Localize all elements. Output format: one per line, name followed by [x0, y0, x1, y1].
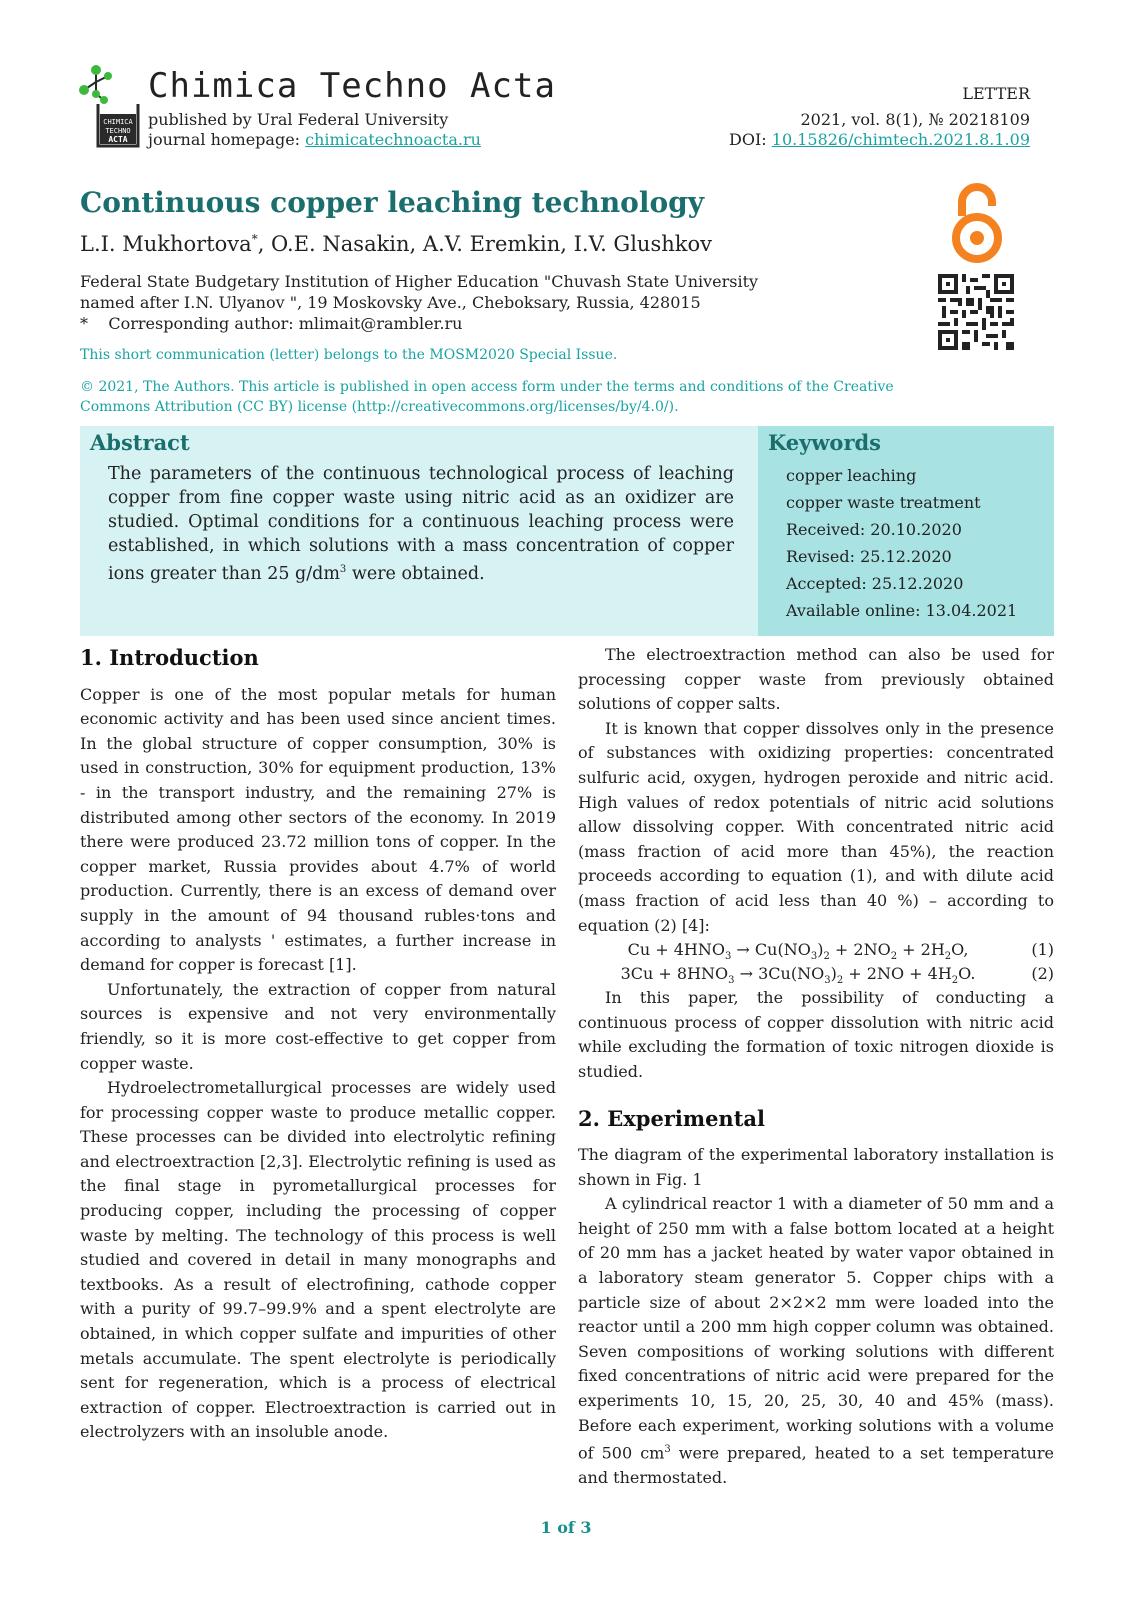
doi-link[interactable]: 10.15826/chimtech.2021.8.1.09 — [771, 130, 1030, 149]
journal-logo — [78, 64, 144, 152]
abstract-box — [80, 426, 758, 636]
keywords-heading: Keywords — [768, 430, 882, 455]
logo-text-2: TECHNO — [105, 127, 131, 135]
volume-info: 2021, vol. 8(1), № 20218109 — [800, 110, 1030, 129]
equation-1-formula: $Cu + 4HNO_3 \to Cu(NO_3)_2 + 2NO_2 + 2H_2O$, — [627, 940, 969, 963]
other-authors: , O.E. Nasakin, A.V. Eremkin, I.V. Glushkov — [257, 232, 712, 256]
abstract-text: The parameters of the continuous technological process of leaching copper from fine copper waste using nitric acid as an oxidizer are studied. Optimal conditions for a continuous leaching process were established, in which solutions with a mass concentration of copper ions greater than 25 $g/dm^3$ were obtained. — [108, 464, 734, 584]
revised-date: Revised: 25.12.2020 — [786, 547, 952, 566]
journal-homepage — [148, 130, 481, 149]
right-paragraph-3: In this paper, the possibility of conducting a continuous process of copper dissolution with nitric acid while excluding the formation of toxic nitrogen dioxide is studied. — [578, 988, 1054, 1081]
online-date: Available online: 13.04.2021 — [786, 601, 1018, 620]
homepage-link[interactable]: chimicatechnoacta.ru — [305, 130, 481, 149]
first-author: L.I. Mukhortova — [80, 232, 252, 256]
received-date: Received: 20.10.2020 — [786, 520, 962, 539]
qr-code-icon — [938, 274, 1014, 350]
accepted-date: Accepted: 25.12.2020 — [786, 574, 964, 593]
keyword-item: copper leaching — [786, 466, 917, 485]
publisher: published by Ural Federal University — [148, 110, 449, 129]
corresponding-author: * Corresponding author: mlimait@rambler.ru — [80, 314, 463, 333]
special-issue-note: This short communication (letter) belongs to the MOSM2020 Special Issue. — [80, 347, 618, 363]
license-note — [80, 377, 920, 417]
page-number: 1 of 3 — [540, 1518, 592, 1537]
equation-2-number: (2) — [1031, 964, 1054, 984]
doi — [729, 130, 1030, 149]
article-title: Continuous copper leaching technology — [80, 186, 705, 219]
intro-paragraph-3: Hydroelectrometallurgical processes are widely used for processing copper waste to produce metallic copper. These processes can be divided into electrolytic refining and electroextraction [2,3]. Electrolytic refining is used as the final stage in pyrometallurgical processes for producing copper, including the processing of copper waste by melting. The technology of this process is well studied and covered in detail in many monographs and textbooks. As a result of electrofining, cathode copper with a purity of 99.7–99.9% and a spent electrolyte are obtained, in which copper sulfate and impurities of other metals accumulate. The spent electrolyte is periodically sent for regeneration, which is a process of electrical extraction of copper. Electroextraction is carried out in electrolyzers with an insoluble anode. — [80, 1078, 556, 1442]
article-type: LETTER — [962, 84, 1030, 103]
abstract-heading: Abstract — [90, 430, 190, 455]
license-line-1: © 2021, The Authors. This article is published in open access form under the terms and conditions of the Creative — [80, 379, 894, 395]
logo-text-1: CHIMICA — [103, 118, 133, 126]
left-column — [80, 646, 556, 1445]
keywords-list — [786, 462, 981, 516]
corresponding-mark: * — [251, 232, 258, 246]
homepage-label: journal homepage: — [148, 130, 306, 149]
experimental-heading: 2. Experimental — [578, 1105, 765, 1131]
right-paragraph-4: The diagram of the experimental laboratory installation is shown in Fig. 1 — [578, 1145, 1054, 1189]
open-access-icon — [950, 182, 1004, 266]
intro-paragraph-1: Copper is one of the most popular metals for human economic activity and has been used since ancient times. In the global structure of copper consumption, 30% is used in construction, 30% for equipment production, 13% - in the transport industry, and the remaining 27% is distributed among other sectors of the economy. In 2019 there were produced 23.72 million tons of copper. In the copper market, Russia provides about 4.7% of world production. Currently, there is an excess of demand over supply in the amount of 94 thousand rubles·tons and according to analysts ' estimates, a further increase in demand for copper is forecast [1]. — [80, 684, 556, 975]
affiliation-line-2: named after I.N. Ulyanov ", 19 Moskovsky Ave., Cheboksary, Russia, 428015 — [80, 293, 701, 312]
equation-2 — [578, 962, 1054, 986]
affiliation-line-1: Federal State Budgetary Institution of Higher Education "Chuvash State University — [80, 272, 759, 291]
right-paragraph-1: The electroextraction method can also be used for processing copper waste from previously obtained solutions of copper salts. — [578, 645, 1054, 714]
introduction-heading: 1. Introduction — [80, 645, 259, 670]
affiliation — [80, 271, 860, 334]
right-column — [578, 643, 1054, 1491]
keyword-item: copper waste treatment — [786, 493, 981, 512]
license-line-2: Commons Attribution (CC BY) license (http://creativecommons.org/licenses/by/4.0/). — [80, 399, 679, 415]
authors — [80, 232, 712, 256]
article-dates — [786, 516, 1017, 624]
journal-name: Chimica Techno Acta — [148, 66, 556, 106]
equation-1-number: (1) — [1031, 940, 1054, 960]
doi-label: DOI: — [729, 130, 772, 149]
equation-1 — [578, 938, 1054, 962]
equation-2-formula: $3Cu + 8HNO_3 \to 3Cu(NO_3)_2 + 2NO + 4H_2O$. — [620, 964, 976, 987]
intro-paragraph-2: Unfortunately, the extraction of copper from natural sources is expensive and not very environmentally friendly, so it is more cost-effective to get copper from copper waste. — [80, 979, 556, 1073]
logo-text-3: ACTA — [108, 135, 128, 144]
keywords-box — [758, 426, 1054, 636]
right-paragraph-2: It is known that copper dissolves only in the presence of substances with oxidizing properties: concentrated sulfuric acid, oxygen, hydrogen peroxide and nitric acid. High values of redox potentials of nitric acid solutions allow dissolving copper. With concentrated nitric acid (mass fraction of acid more than 45%), the reaction proceeds according to equation (1), and with dilute acid (mass fraction of acid less than 40 %) – according to equation (2) [4]: — [578, 718, 1054, 935]
right-paragraph-5: A cylindrical reactor 1 with a diameter of 50 mm and a height of 250 mm with a false bottom located at a height of 20 mm has a jacket heated by water vapor obtained in a laboratory steam generator 5. Copper chips with a particle size of about 2×2×2 mm were loaded into the reactor until a 200 mm high copper column was obtained. Seven compositions of working solutions with different fixed concentrations of nitric acid were prepared for the experiments 10, 15, 20, 25, 30, 40 and 45% (mass). Before each experiment, working solutions with a volume of 500 $cm^3$ were prepared, heated to a set temperature and thermostated. — [578, 1194, 1055, 1488]
